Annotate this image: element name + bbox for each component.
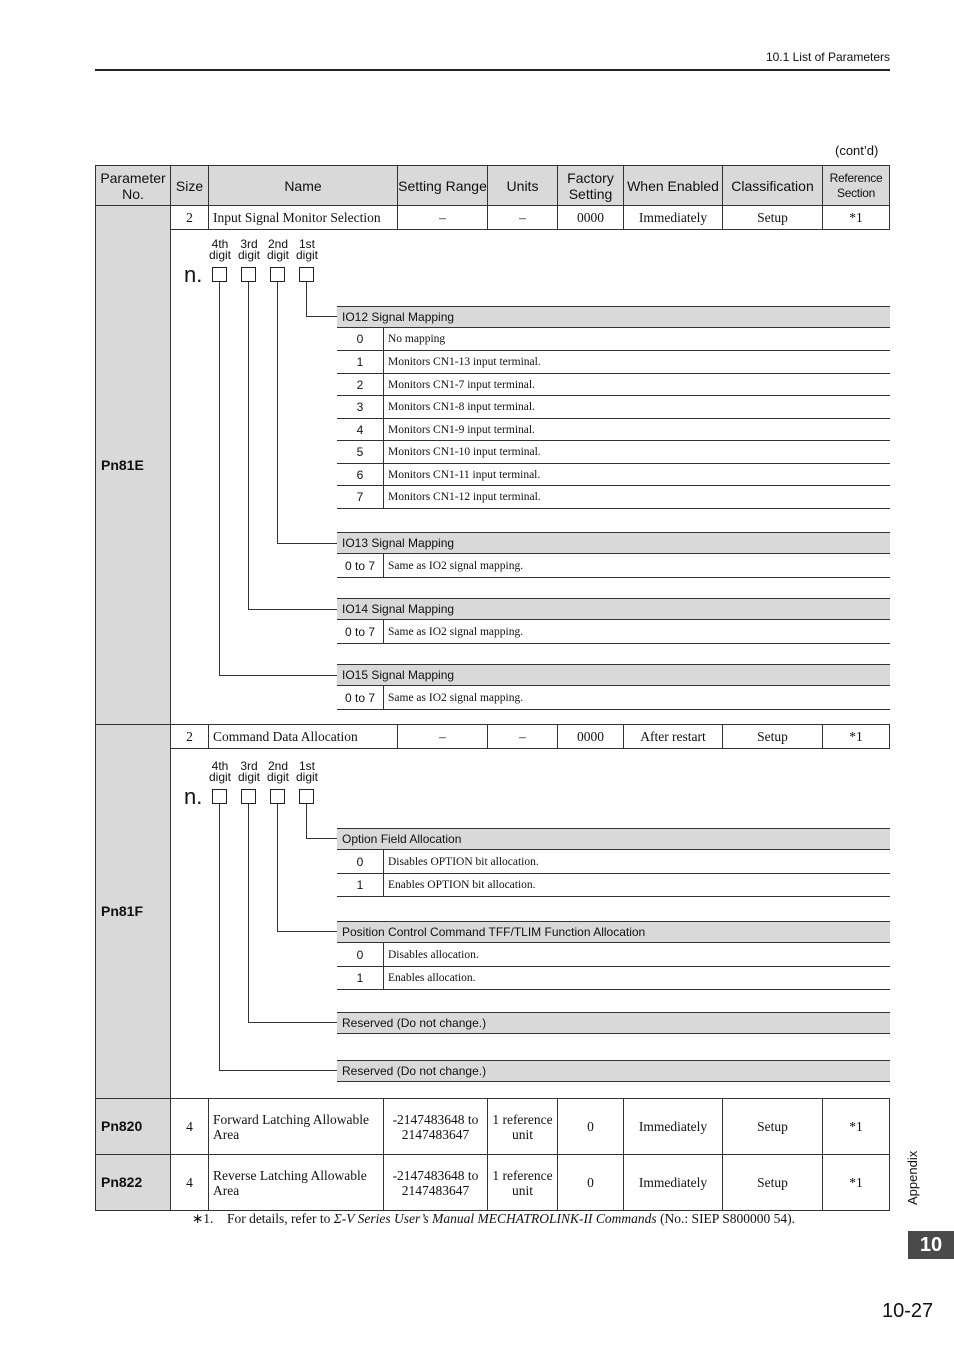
ref-pn81f: *1 [822, 724, 890, 749]
digit-box-4 [212, 267, 227, 282]
param-cell-pn81e [95, 205, 171, 725]
units-pn81f: – [487, 724, 558, 749]
row-desc: Monitors CN1-7 input terminal. [388, 378, 535, 391]
table-row [337, 374, 890, 396]
row-value: 0 to 7 [337, 620, 384, 643]
factory-pn820: 0 [557, 1098, 624, 1155]
footnote [192, 1211, 795, 1227]
when-pn820: Immediately [623, 1098, 723, 1155]
table-row [337, 419, 890, 441]
digit-box-2 [270, 267, 285, 282]
class-pn822: Setup [722, 1154, 823, 1211]
digit-1st-label: 1st digit [295, 237, 318, 262]
connector-line [219, 282, 220, 676]
table-row [337, 396, 890, 419]
connector-line [277, 804, 278, 932]
row-value: 1 [337, 351, 384, 373]
size-pn81e: 2 [170, 205, 209, 230]
row-desc: Monitors CN1-9 input terminal. [388, 423, 535, 436]
header-units: Units [487, 165, 558, 206]
param-cell-pn822 [95, 1154, 171, 1211]
connector-line [248, 609, 338, 610]
row-desc: Monitors CN1-13 input terminal. [388, 356, 541, 368]
row-value: 6 [337, 464, 384, 485]
row-value: 0 to 7 [337, 554, 384, 577]
range-pn81e: – [397, 205, 488, 230]
row-desc: Monitors CN1-10 input terminal. [388, 446, 541, 458]
connector-line [248, 1022, 338, 1023]
row-desc: Enables allocation. [388, 972, 476, 984]
connector-line [306, 316, 338, 317]
connector-line [306, 804, 307, 839]
ref-pn822: *1 [822, 1154, 890, 1211]
row-desc: Disables OPTION bit allocation. [388, 855, 539, 868]
group-header-io15: IO15 Signal Mapping [337, 664, 890, 686]
when-pn81f: After restart [623, 724, 723, 749]
footnote-pre: For details, refer to [226, 1211, 334, 1226]
digit-box-4 [212, 789, 227, 804]
digit-box-3 [241, 789, 256, 804]
group-header-io13: IO13 Signal Mapping [337, 532, 890, 554]
footnote-manual-title: Σ-V Series User’s Manual MECHATROLINK-II Commands [333, 1211, 657, 1226]
row-value: 7 [337, 486, 384, 508]
table-row [337, 620, 890, 644]
row-desc: Same as IO2 signal mapping. [388, 559, 524, 572]
row-value: 5 [337, 441, 384, 463]
digit-4th-label: 4th digit [208, 237, 231, 262]
digit-box-1 [299, 789, 314, 804]
header-param-no: Parameter No. [95, 165, 171, 206]
digit-2nd-label: 2nd digit [266, 759, 289, 784]
size-pn820: 4 [170, 1098, 209, 1155]
when-pn81e: Immediately [623, 205, 723, 230]
connector-line [306, 838, 338, 839]
row-value: 0 [337, 850, 384, 873]
param-no-pn822: Pn822 [101, 1174, 143, 1190]
range-pn820: -2147483648 to 2147483647 [383, 1098, 488, 1155]
name-pn81e: Input Signal Monitor Selection [208, 205, 398, 230]
name-pn822: Reverse Latching Allowable Area [208, 1154, 384, 1211]
page-number: 10-27 [882, 1300, 934, 1322]
header-size: Size [170, 165, 209, 206]
header-when-enabled: When Enabled [623, 165, 723, 206]
row-value: 3 [337, 396, 384, 418]
range-pn822: -2147483648 to 2147483647 [383, 1154, 488, 1211]
row-value: 2 [337, 374, 384, 395]
class-pn81f: Setup [722, 724, 823, 749]
row-value: 0 to 7 [337, 686, 384, 709]
table-row [337, 554, 890, 578]
group-header-tff-tlim: Position Control Command TFF/TLIM Function Allocation [337, 921, 890, 943]
header-name: Name [208, 165, 398, 206]
connector-line [306, 282, 307, 317]
group-header-io14: IO14 Signal Mapping [337, 598, 890, 620]
row-value: 4 [337, 419, 384, 440]
table-row [337, 328, 890, 351]
row-desc: Monitors CN1-12 input terminal. [388, 491, 541, 503]
header-factory-setting: Factory Setting [557, 165, 624, 206]
when-pn822: Immediately [623, 1154, 723, 1211]
units-pn81e: – [487, 205, 558, 230]
digit-box-1 [299, 267, 314, 282]
digit-box-2 [270, 789, 285, 804]
units-pn822: 1 reference unit [487, 1154, 558, 1211]
name-pn820: Forward Latching Allowable Area [208, 1098, 384, 1155]
row-desc: Enables OPTION bit allocation. [388, 879, 536, 891]
digit-2nd-label: 2nd digit [266, 237, 289, 262]
group-header-io12: IO12 Signal Mapping [337, 306, 890, 328]
size-pn81f: 2 [170, 724, 209, 749]
group-header-reserved-4: Reserved (Do not change.) [337, 1060, 890, 1082]
running-head: 10.1 List of Parameters [765, 50, 890, 64]
table-row [337, 943, 890, 967]
table-row [337, 967, 890, 990]
factory-pn822: 0 [557, 1154, 624, 1211]
row-desc: Monitors CN1-8 input terminal. [388, 401, 535, 413]
class-pn81e: Setup [722, 205, 823, 230]
row-value: 1 [337, 967, 384, 989]
param-no-pn820: Pn820 [101, 1118, 143, 1134]
row-desc: Disables allocation. [388, 948, 479, 961]
connector-line [277, 543, 338, 544]
param-cell-pn81f [95, 724, 171, 1099]
name-pn81f: Command Data Allocation [208, 724, 398, 749]
digit-1st-label: 1st digit [295, 759, 318, 784]
connector-line [248, 804, 249, 1023]
connector-line [219, 675, 338, 676]
n-prefix: n. [184, 262, 203, 287]
connector-line [219, 1070, 338, 1071]
table-row [337, 686, 890, 710]
table-row [337, 486, 890, 509]
units-pn820: 1 reference unit [487, 1098, 558, 1155]
group-header-option-field: Option Field Allocation [337, 828, 890, 850]
footnote-post: (No.: SIEP S800000 54). [656, 1211, 795, 1226]
param-cell-pn820 [95, 1098, 171, 1155]
header-classification: Classification [722, 165, 823, 206]
size-pn822: 4 [170, 1154, 209, 1211]
header-rule [95, 69, 890, 71]
row-value: 0 [337, 328, 384, 350]
header-setting-range: Setting Range [397, 165, 488, 206]
chapter-tab[interactable]: 10 [908, 1231, 954, 1259]
appendix-side-label: Appendix [905, 1150, 920, 1205]
digit-3rd-label: 3rd digit [237, 759, 260, 784]
digit-3rd-label: 3rd digit [237, 237, 260, 262]
table-row [337, 850, 890, 874]
continued-label: (cont’d) [835, 143, 879, 158]
row-value: 0 [337, 943, 384, 966]
table-row [337, 874, 890, 897]
header-reference-section: Reference Section [822, 165, 890, 206]
param-no-pn81f: Pn81F [101, 903, 144, 919]
row-desc: No mapping [388, 333, 446, 345]
connector-line [219, 804, 220, 1071]
table-row [337, 464, 890, 486]
table-row [337, 441, 890, 464]
row-desc: Monitors CN1-11 input terminal. [388, 468, 541, 481]
factory-pn81f: 0000 [557, 724, 624, 749]
footnote-mark: ∗1. [192, 1211, 214, 1226]
row-desc: Same as IO2 signal mapping. [388, 625, 524, 638]
n-prefix: n. [184, 784, 203, 809]
ref-pn820: *1 [822, 1098, 890, 1155]
range-pn81f: – [397, 724, 488, 749]
row-desc: Same as IO2 signal mapping. [388, 691, 524, 704]
table-row [337, 351, 890, 374]
connector-line [248, 282, 249, 610]
row-value: 1 [337, 874, 384, 896]
factory-pn81e: 0000 [557, 205, 624, 230]
digit-4th-label: 4th digit [208, 759, 231, 784]
class-pn820: Setup [722, 1098, 823, 1155]
connector-line [277, 931, 338, 932]
group-header-reserved-3: Reserved (Do not change.) [337, 1012, 890, 1034]
digit-box-3 [241, 267, 256, 282]
ref-pn81e: *1 [822, 205, 890, 230]
connector-line [277, 282, 278, 544]
param-no-pn81e: Pn81E [101, 456, 144, 473]
